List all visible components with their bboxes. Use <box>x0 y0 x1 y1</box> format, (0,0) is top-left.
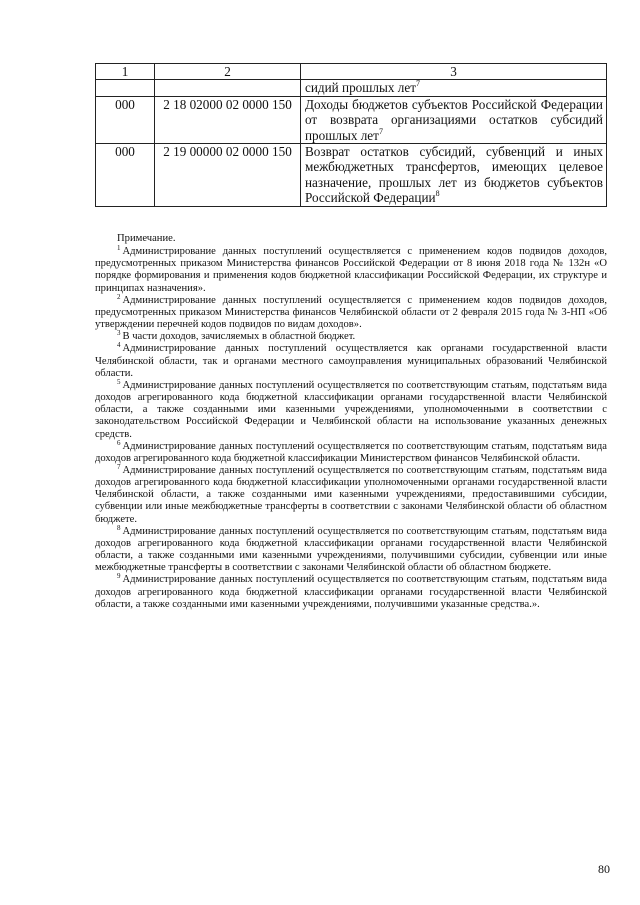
note-number: 9 <box>117 572 121 581</box>
income-code-cell <box>155 80 301 96</box>
description-cell <box>301 96 607 143</box>
income-code-cell: 2 19 00000 02 0000 150 <box>155 144 301 207</box>
note-text: В части доходов, зачисляемых в областной бюджет. <box>122 331 356 343</box>
note-text: Администрирование данных поступлений осуществляется по соответствующим статьям, подстатьям вида доходов агрегированного кода бюджетной классификации органами государственной власти Челябинской области, а также созданными ими казенными учреждениями, получившими субсидии, субвенции или иные межбюджетные трансферты в соответствии с законами Челябинской области об областном бюджете. <box>95 525 607 574</box>
column-header-2: 2 <box>155 64 301 80</box>
note-number: 1 <box>117 244 121 253</box>
note-text: Администрирование данных поступлений осуществляется с применением кодов подвидов доходов, предусмотренных приказом Министерства финансов Российской Федерации от 8 июня 2018 года № 132н «О порядке формирования и применения кодов бюджетной классификации Российской Федерации, их структуре и принципах назначения». <box>95 246 607 294</box>
note-item <box>95 574 607 610</box>
description-text: Доходы бюджетов субъектов Российской Федерации от возврата организациями остатков субсидий прошлых лет <box>305 96 603 143</box>
note-number: 8 <box>117 523 121 532</box>
footnote-ref: 7 <box>415 79 420 89</box>
column-header-1: 1 <box>96 64 155 80</box>
note-text: Администрирование данных поступлений осуществляется как органами государственной власти Челябинской области, так и органами местного самоуправления муниципальных образований Челябинской области. <box>95 343 607 379</box>
description-text: сидий прошлых лет <box>305 80 416 96</box>
note-text: Администрирование данных поступлений осуществляется с применением кодов подвидов доходов, предусмотренных приказом Министерства финансов Челябинской области от 2 февраля 2015 года № 3-НП «Об утверждении перечней кодов подвидов по видам доходов». <box>95 294 607 331</box>
note-text: Администрирование данных поступлений осуществляется по соответствующим статьям, подстатьям вида доходов агрегированного кода бюджетной классификации уполномоченными органами государственной власти Челябинской области, а также созданными ими казенными учреждениями, предоставившими субсидии, субвенции или иные межбюджетные трансферты в соответствии с законами Челябинской области об областном бюджете. <box>95 464 607 525</box>
note-number: 3 <box>117 329 121 338</box>
note-item <box>95 462 607 526</box>
note-item <box>95 246 607 295</box>
income-code-cell: 2 18 02000 02 0000 150 <box>155 96 301 143</box>
note-item <box>95 331 607 343</box>
description-text: Возврат остатков субсидий, субвенций и иных межбюджетных трансфертов, имеющих целевое назначение, прошлых лет из бюджетов субъектов Российской Федерации <box>305 144 603 206</box>
table-row <box>96 96 607 143</box>
table-row-continuation <box>96 80 607 96</box>
note-number: 2 <box>117 292 121 301</box>
description-cell <box>301 144 607 207</box>
notes-title: Примечание. <box>117 233 176 244</box>
admin-code-cell <box>96 80 155 96</box>
note-text: Администрирование данных поступлений осуществляется по соответствующим статьям, подстатьям вида доходов агрегированного кода бюджетной классификации органами государственной власти Челябинской области, а также созданными ими казенными учреждениями, получившими указанные средства.». <box>95 574 607 610</box>
table-header-row <box>96 64 607 80</box>
note-item <box>95 292 607 331</box>
admin-code-cell: 000 <box>96 144 155 207</box>
admin-code-cell: 000 <box>96 96 155 143</box>
note-text: Администрирование данных поступлений осуществляется по соответствующим статьям, подстатьям вида доходов агрегированного кода бюджетной классификации Министерством финансов Челябинской области. <box>95 440 607 464</box>
note-item <box>95 343 607 379</box>
note-item <box>95 377 607 441</box>
note-item <box>95 523 607 575</box>
footnote-ref: 8 <box>435 189 440 199</box>
column-header-3: 3 <box>301 64 607 80</box>
table-row <box>96 144 607 207</box>
notes-section <box>95 233 607 611</box>
footnote-ref: 7 <box>378 126 383 136</box>
note-number: 6 <box>117 438 121 447</box>
page-number: 80 <box>598 862 610 876</box>
note-number: 7 <box>117 462 121 471</box>
description-cell <box>301 80 607 96</box>
note-item <box>95 438 607 465</box>
budget-classification-table <box>95 63 607 207</box>
note-number: 4 <box>117 341 121 350</box>
note-number: 5 <box>117 377 121 386</box>
note-text: Администрирование данных поступлений осуществляется по соответствующим статьям, подстатьям вида доходов агрегированного кода бюджетной классификации органами государственной власти Челябинской области, а также созданными ими казенными учреждениями, уполномоченными в соответствии с законодательством Российской Федерации и Челябинской области на использование указанных денежных средств. <box>95 379 607 440</box>
